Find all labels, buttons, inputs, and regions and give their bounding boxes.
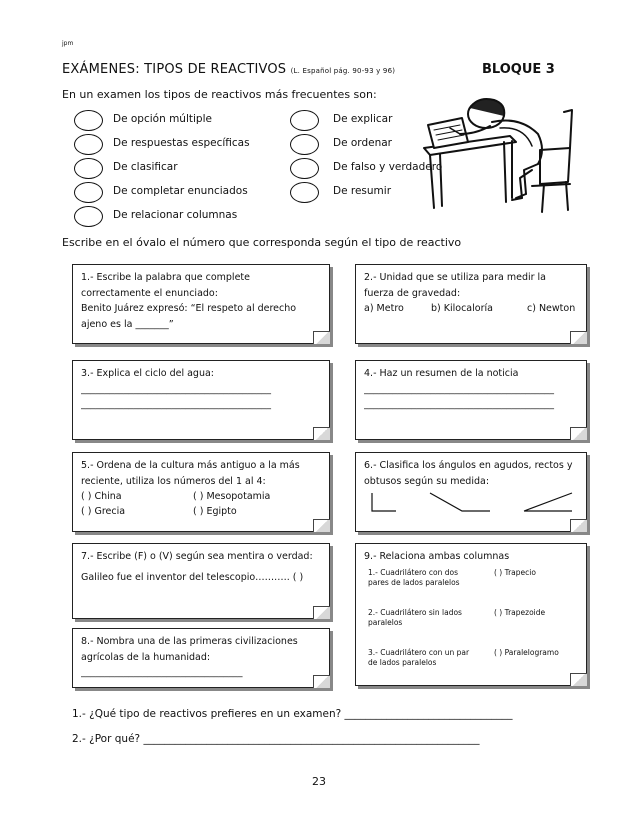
card-line: ajeno es la _______” — [81, 318, 174, 330]
final-question-2[interactable]: 2.- ¿Por qué? ________________________________________________________________ — [72, 733, 480, 745]
choice-a: a) Metro — [364, 303, 404, 314]
answer-oval[interactable] — [290, 158, 319, 179]
answer-line[interactable]: ________________________________________ — [81, 383, 271, 395]
option-label: De ordenar — [333, 137, 392, 149]
match-row — [364, 608, 578, 648]
answer-line[interactable]: ________________________________________ — [364, 383, 554, 395]
order-item[interactable]: ( ) Egipto — [193, 506, 237, 517]
answer-line[interactable]: ________________________________________ — [364, 399, 554, 410]
order-item[interactable]: ( ) Grecia — [81, 506, 126, 517]
match-left-line: pares de lados paralelos — [368, 578, 460, 587]
card-line: 8.- Nombra una de las primeras civilizaciones — [81, 636, 298, 647]
answer-oval[interactable] — [290, 182, 319, 203]
match-left-line: de lados paralelos — [368, 658, 437, 667]
card-line: reciente, utiliza los números del 1 al 4: — [81, 475, 266, 487]
question-card-1 — [72, 264, 330, 344]
choice-c: c) Newton — [527, 303, 576, 314]
folded-corner — [313, 675, 330, 688]
folded-corner — [570, 519, 587, 532]
match-right-item[interactable]: ( ) Trapezoide — [494, 607, 546, 617]
folded-corner — [313, 519, 330, 532]
option-label: De opción múltiple — [113, 113, 212, 125]
match-left-line: 2.- Cuadrilátero sin lados — [368, 607, 462, 617]
question-card-5 — [72, 452, 330, 532]
match-right-item[interactable]: ( ) Paralelogramo — [494, 647, 559, 657]
match-left-item — [368, 648, 469, 669]
student-at-desk-illustration — [420, 90, 580, 215]
folded-corner — [570, 673, 587, 686]
option-label: De falso y verdadero — [333, 161, 443, 173]
answer-line[interactable]: ________________________________________ — [81, 399, 271, 410]
question-card-6 — [355, 452, 587, 532]
match-right-item[interactable]: ( ) Trapecio — [494, 567, 536, 577]
card-line: 6.- Clasifica los ángulos en agudos, rectos y — [364, 460, 573, 471]
answer-oval[interactable] — [74, 158, 103, 179]
question-card-8 — [72, 628, 330, 688]
final-question-1[interactable]: 1.- ¿Qué tipo de reactivos prefieres en un examen? ________________________________ — [72, 708, 513, 720]
order-item[interactable]: ( ) Mesopotamia — [193, 491, 271, 502]
answer-line[interactable]: __________________________________ — [81, 667, 243, 678]
answer-oval[interactable] — [74, 182, 103, 203]
match-row — [364, 648, 578, 688]
match-left-line: 3.- Cuadrilátero con un par — [368, 647, 470, 657]
folded-corner — [570, 331, 587, 344]
card-line: 2.- Unidad que se utiliza para medir la — [364, 272, 547, 283]
order-row — [81, 489, 321, 504]
card-line: 3.- Explica el ciclo del agua: — [81, 368, 214, 379]
card-choices — [364, 301, 578, 316]
angle-figures — [366, 491, 576, 517]
acute-angle-figure — [524, 493, 572, 511]
author-initials: jpm — [62, 40, 74, 47]
option-label: De completar enunciados — [113, 185, 248, 197]
card-line: fuerza de gravedad: — [364, 287, 461, 299]
match-left-item — [368, 568, 460, 589]
choice-b: b) Kilocaloría — [431, 303, 493, 314]
answer-oval[interactable] — [74, 110, 103, 131]
card-line: agrícolas de la humanidad: — [81, 651, 211, 663]
right-angle-figure — [372, 493, 396, 511]
card-line: 7.- Escribe (F) o (V) según sea mentira o verdad: — [81, 551, 313, 562]
page-title — [62, 62, 395, 77]
card-line: obtusos según su medida: — [364, 475, 490, 487]
card-line: correctamente el enunciado: — [81, 287, 218, 299]
answer-oval[interactable] — [290, 134, 319, 155]
answer-oval[interactable] — [290, 110, 319, 131]
answer-oval[interactable] — [74, 134, 103, 155]
card-line: Benito Juárez expresó: “El respeto al derecho — [81, 303, 297, 314]
card-line: 1.- Escribe la palabra que complete — [81, 272, 250, 283]
match-row — [364, 568, 578, 608]
match-left-line: 1.- Cuadrilátero con dos — [368, 567, 458, 577]
question-card-7 — [72, 543, 330, 619]
page-title-text: EXÁMENES: TIPOS DE REACTIVOS — [62, 62, 287, 77]
answer-oval[interactable] — [74, 206, 103, 227]
card-line[interactable]: Galileo fue el inventor del telescopio…….…. ( ) — [81, 571, 304, 583]
card-line: 4.- Haz un resumen de la noticia — [364, 368, 519, 379]
option-label: De clasificar — [113, 161, 178, 173]
folded-corner — [313, 331, 330, 344]
page-number: 23 — [312, 775, 326, 788]
card-line: 5.- Ordena de la cultura más antiguo a la más — [81, 460, 300, 471]
obtuse-angle-figure — [430, 493, 490, 511]
question-card-3 — [72, 360, 330, 440]
question-card-9 — [355, 543, 587, 686]
folded-corner — [313, 606, 330, 619]
order-row — [81, 504, 321, 519]
folded-corner — [570, 427, 587, 440]
instruction-text: Escribe en el óvalo el número que corresponda según el tipo de reactivo — [62, 236, 462, 249]
question-card-2 — [355, 264, 587, 344]
page-title-reference: (L. Español pág. 90-93 y 96) — [290, 67, 396, 75]
match-left-line: paralelos — [368, 618, 403, 627]
block-label: BLOQUE 3 — [482, 62, 555, 77]
option-label: De explicar — [333, 113, 393, 125]
option-label: De respuestas específicas — [113, 137, 250, 149]
order-item[interactable]: ( ) China — [81, 491, 122, 502]
option-label: De relacionar columnas — [113, 209, 238, 221]
intro-text: En un examen los tipos de reactivos más frecuentes son: — [62, 88, 377, 101]
question-card-4 — [355, 360, 587, 440]
card-line: 9.- Relaciona ambas columnas — [364, 551, 510, 562]
folded-corner — [313, 427, 330, 440]
option-label: De resumir — [333, 185, 392, 197]
match-left-item — [368, 608, 462, 629]
